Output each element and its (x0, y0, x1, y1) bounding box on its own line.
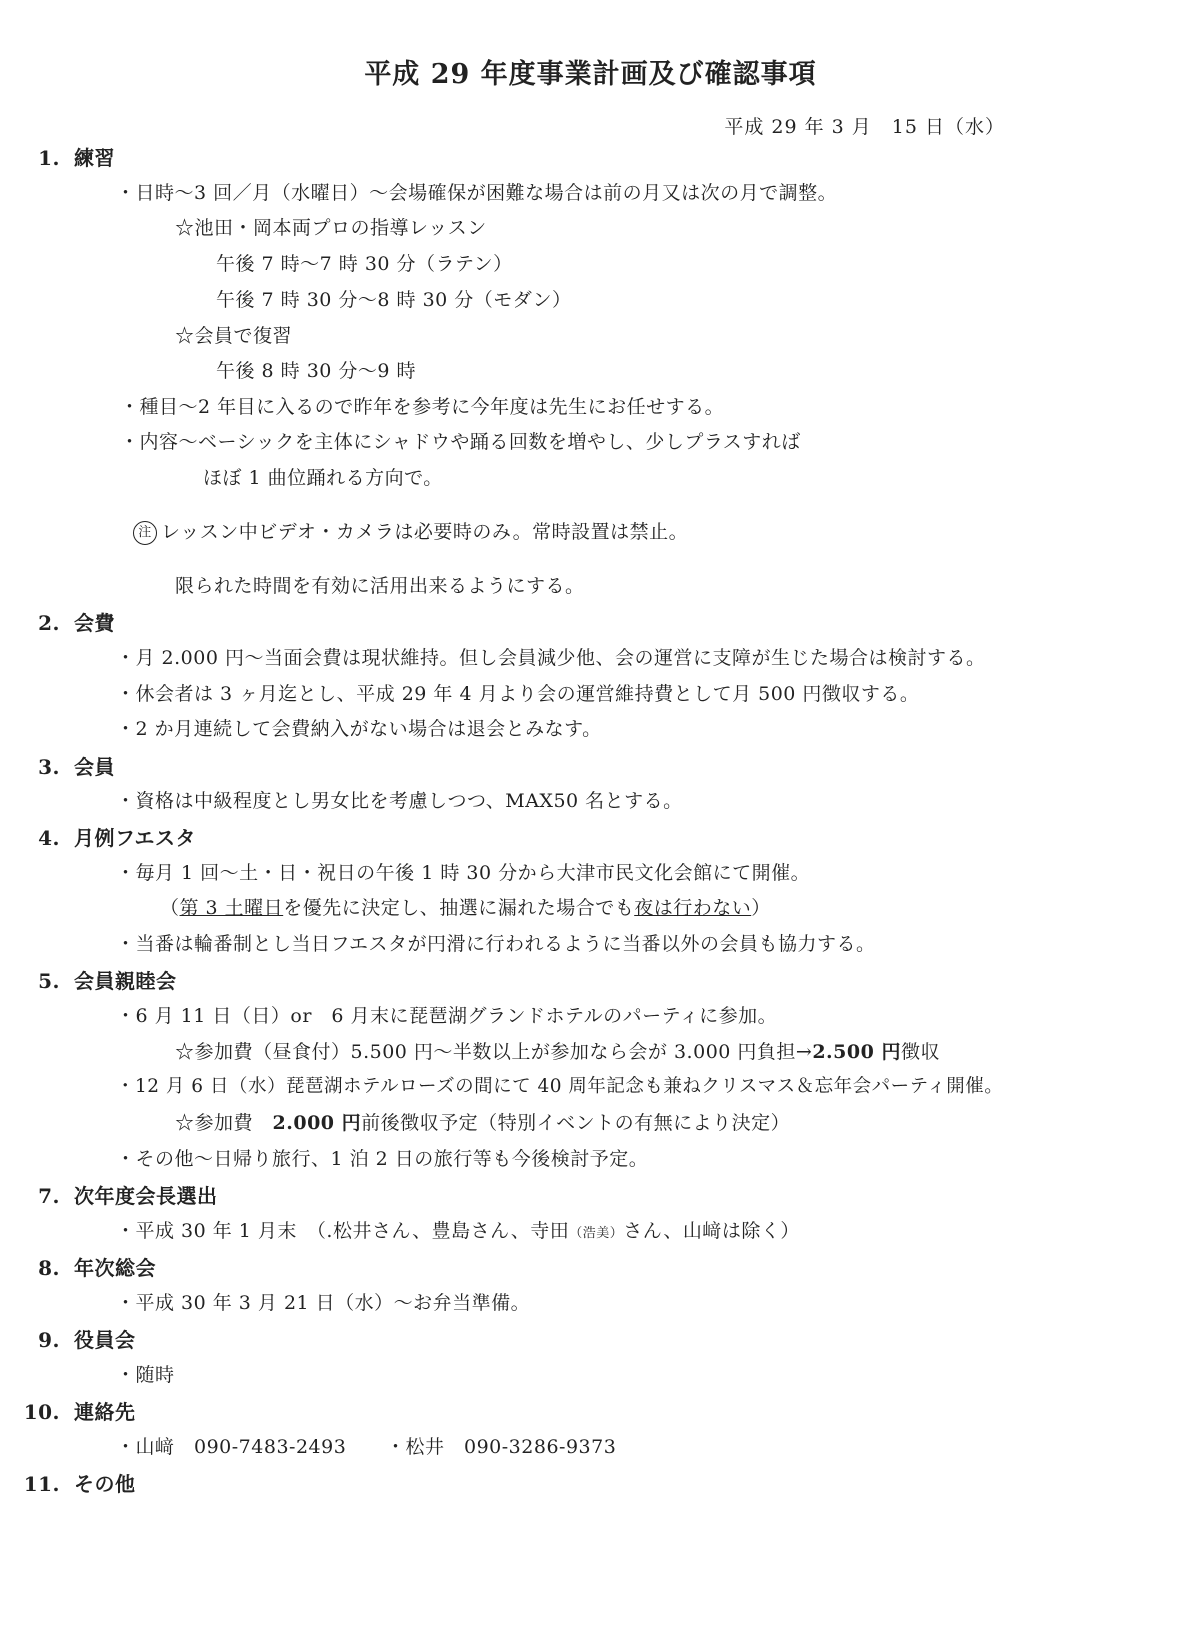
s5-line-4 (175, 1114, 790, 1133)
s5-line-2-c: 徴収 (900, 1041, 940, 1063)
section-title: 連絡先 (74, 1400, 136, 1424)
s8-line-1: ・平成 30 年 3 月 21 日（水）～お弁当準備。 (116, 1292, 531, 1314)
document-title: 平成 29 年度事業計画及び確認事項 (364, 59, 817, 90)
contact-matsui: ・松井 090-3286-9373 (386, 1436, 617, 1458)
s1-line-7: ・種目～2 年目に入るので昨年を参考に今年度は先生にお任せする。 (120, 396, 725, 418)
section-number: 1. (38, 146, 60, 170)
section-number: 9. (38, 1328, 60, 1352)
section-7-heading (16, 1186, 218, 1206)
s1-line-9: ほぼ 1 曲位踊れる方向で。 (203, 467, 443, 489)
s4-line-2 (160, 899, 771, 918)
s7-line-1-c: さん、山﨑は除く） (623, 1220, 800, 1242)
s5-line-4-c: 前後徴収予定（特別イベントの有無により決定） (361, 1112, 791, 1134)
section-title: 会員 (74, 755, 115, 779)
section-title: 月例フエスタ (74, 826, 196, 850)
paren-close: ） (751, 897, 771, 919)
s4-line-1: ・毎月 1 回～土・日・祝日の午後 1 時 30 分から大津市民文化会館にて開催。 (116, 862, 811, 884)
paren-open: （ (160, 897, 180, 919)
s5-line-2-amount: 2.500 円 (812, 1041, 901, 1063)
no-night-text: 夜は行わない (634, 897, 752, 919)
s5-line-4-a: ☆参加費 (175, 1112, 273, 1134)
section-9-heading (16, 1330, 136, 1350)
section-title: 次年度会長選出 (74, 1184, 218, 1208)
s2-line-3: ・2 か月連続して会費納入がない場合は退会とみなす。 (116, 718, 602, 740)
section-title: 練習 (74, 146, 115, 170)
s5-line-2 (175, 1043, 940, 1062)
section-title: 役員会 (74, 1328, 136, 1352)
section-number: 3. (38, 755, 60, 779)
s9-line-1: ・随時 (116, 1364, 175, 1386)
contact-yamazaki: ・山﨑 090-7483-2493 (116, 1436, 347, 1458)
section-title: 会費 (74, 611, 115, 635)
section-number: 4. (38, 826, 60, 850)
section-title: その他 (74, 1472, 136, 1496)
section-title: 会員親睦会 (74, 969, 177, 993)
s5-line-4-amount: 2.000 円 (272, 1112, 362, 1134)
section-2-heading (16, 613, 115, 633)
s7-line-1-a: ・平成 30 年 1 月末 （.松井さん、豊島さん、寺田 (116, 1220, 570, 1242)
section-number: 8. (38, 1256, 60, 1280)
note-mark-icon: 注 (133, 521, 157, 545)
section-number: 7. (38, 1184, 60, 1208)
s1-line-1: ・日時～3 回／月（水曜日）～会場確保が困難な場合は前の月又は次の月で調整。 (116, 182, 838, 204)
section-number: 11. (23, 1472, 60, 1496)
section-number: 5. (38, 969, 60, 993)
s1-line-2: ☆池田・岡本両プロの指導レッスン (175, 217, 487, 239)
s2-line-1: ・月 2.000 円～当面会費は現状維持。但し会員減少他、会の運営に支障が生じた場合は検討する。 (116, 647, 986, 669)
section-10-heading (16, 1402, 136, 1422)
section-title: 年次総会 (74, 1256, 156, 1280)
s1-line-6: 午後 8 時 30 分～9 時 (216, 360, 417, 382)
s1-line-8: ・内容～ベーシックを主体にシャドウや踊る回数を増やし、少しプラスすれば (120, 431, 801, 453)
s4-line-3: ・当番は輪番制とし当日フエスタが円滑に行われるように当番以外の会員も協力する。 (116, 933, 876, 955)
section-11-heading (16, 1474, 136, 1494)
section-8-heading (16, 1258, 156, 1278)
s1-line-5: ☆会員で復習 (175, 325, 293, 347)
document-date: 平成 29 年 3 月 15 日（水） (724, 116, 1005, 138)
section-3-heading (16, 757, 115, 777)
s1-line-4: 午後 7 時 30 分～8 時 30 分（モダン） (216, 289, 572, 311)
s3-line-1: ・資格は中級程度とし男女比を考慮しつつ、MAX50 名とする。 (116, 790, 683, 812)
s7-line-1-small: （浩美） (569, 1226, 624, 1241)
s5-line-2-a: ☆参加費（昼食付）5.500 円～半数以上が参加なら会が 3.000 円負担→ (175, 1041, 813, 1063)
s1-note-text: レッスン中ビデオ・カメラは必要時のみ。常時設置は禁止。 (161, 521, 689, 543)
s5-line-1: ・6 月 11 日（日）or 6 月末に琵琶湖グランドホテルのパーティに参加。 (116, 1005, 778, 1027)
section-5-heading (16, 971, 177, 991)
s7-line-1 (116, 1222, 800, 1241)
section-number: 2. (38, 611, 60, 635)
s4-line-2-mid: を優先に決定し、抽選に漏れた場合でも (283, 897, 635, 919)
third-saturday-text: 第 3 土曜日 (179, 897, 284, 919)
section-4-heading (16, 828, 196, 848)
s1-line-3: 午後 7 時～7 時 30 分（ラテン） (216, 253, 513, 275)
s1-line-10: 限られた時間を有効に活用出来るようにする。 (175, 575, 585, 597)
s2-line-2: ・休会者は 3 ヶ月迄とし、平成 29 年 4 月より会の運営維持費として月 500 円徴収する。 (116, 683, 920, 705)
s5-line-3: ・12 月 6 日（水）琵琶湖ホテルローズの間にて 40 周年記念も兼ねクリスマス＆忘年会パーティ開催。 (116, 1076, 1004, 1097)
s1-note (133, 521, 688, 545)
section-number: 10. (23, 1400, 60, 1424)
s5-line-5: ・その他～日帰り旅行、1 泊 2 日の旅行等も今後検討予定。 (116, 1148, 649, 1170)
section-1-heading (16, 148, 115, 168)
